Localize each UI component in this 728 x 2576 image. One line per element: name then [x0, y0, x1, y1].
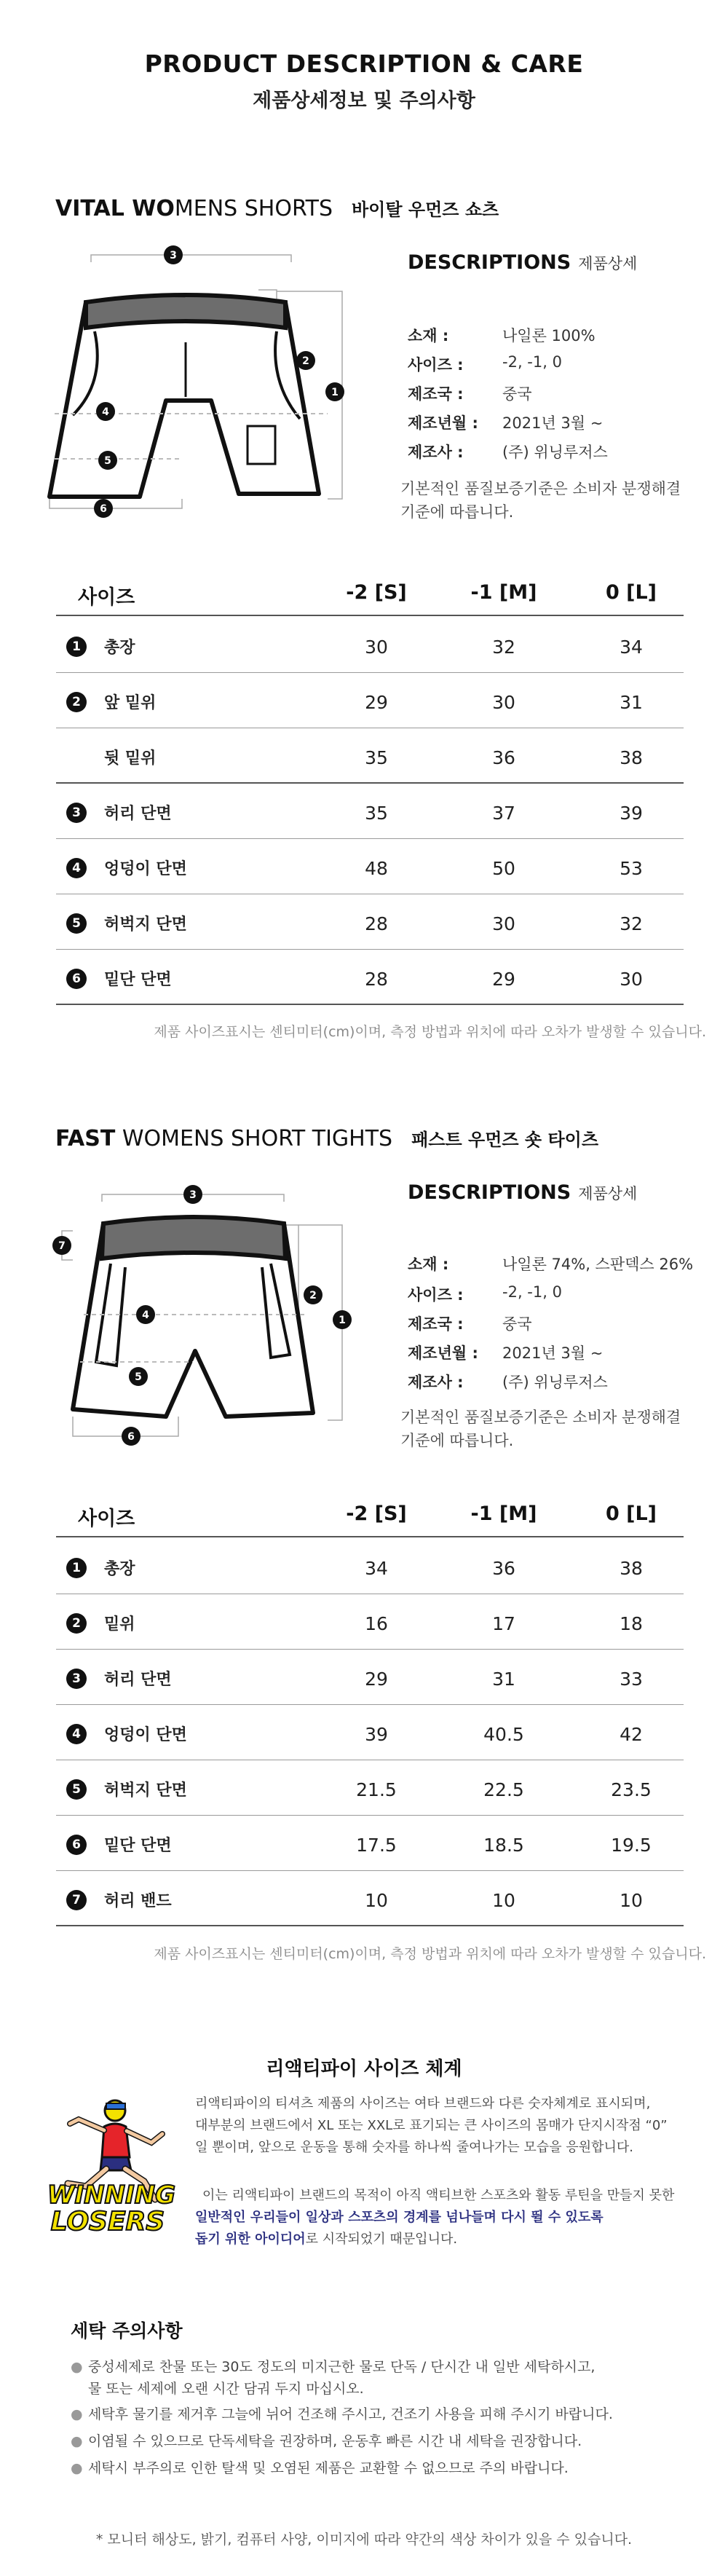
diagram-marker-6-label: 6 — [127, 1431, 135, 1443]
row-label: 엉덩이 단면 — [104, 1726, 187, 1744]
spec-key: 제조사 : — [408, 1374, 464, 1391]
table-row — [56, 1871, 684, 1926]
table-row — [56, 1594, 684, 1650]
quality-note — [400, 1406, 721, 1452]
spec-value: 나일론 100% — [502, 327, 596, 344]
product-1-size-table — [56, 575, 684, 1027]
cell-value: 16 — [365, 1613, 388, 1634]
row-label: 허벅지 단면 — [104, 1781, 187, 1800]
brand-line: 이는 리액티파이 브랜드의 목적이 아직 액티브한 스포츠와 활동 루틴을 만들지 못한 — [202, 2188, 675, 2203]
cell-value: 38 — [620, 747, 643, 768]
quality-note-line: 기준에 따릅니다. — [400, 1432, 514, 1449]
product-1-title — [55, 195, 499, 221]
wash-item-text: 물 또는 세제에 오랜 시간 담궈 두지 마십시오. — [88, 2381, 364, 2397]
size-header-label: 사이즈 — [78, 586, 135, 609]
wash-item-text: 세탁시 부주의로 인한 탈색 및 오염된 제품은 교환할 수 없으므로 주의 바랍니다. — [88, 2460, 569, 2476]
spec-key: 제조국 : — [408, 385, 464, 403]
cell-value: 34 — [365, 1558, 388, 1579]
product-1-diagram — [36, 233, 364, 524]
spec-value: 나일론 74%, 스판덱스 26% — [502, 1256, 694, 1273]
cell-value: 34 — [620, 637, 643, 658]
bullet-icon: ● — [71, 2359, 83, 2375]
cell-value: 37 — [492, 803, 515, 824]
row-number-badge: 6 — [66, 1835, 87, 1855]
row-label: 엉덩이 단면 — [104, 860, 187, 878]
descriptions-title: DESCRIPTIONS — [408, 251, 571, 274]
size-header-m: -1 [M] — [470, 581, 537, 604]
spec-key: 사이즈 : — [408, 1286, 464, 1304]
diagram-marker-1-label: 1 — [339, 1315, 346, 1326]
table-row — [56, 784, 684, 839]
table-row — [56, 1650, 684, 1705]
spec-key: 사이즈 : — [408, 356, 464, 374]
cell-value: 39 — [620, 803, 643, 824]
cell-value: 18.5 — [483, 1835, 524, 1856]
cell-value: 31 — [492, 1669, 515, 1690]
row-label: 허벅지 단면 — [104, 915, 187, 934]
spec-value: 2021년 3월 ~ — [502, 414, 604, 432]
product-2-name-rest: WOMENS SHORT TIGHTS — [115, 1126, 393, 1151]
row-number-badge: 1 — [66, 1558, 87, 1578]
size-table-header — [56, 575, 684, 616]
diagram-marker-5-label: 5 — [104, 455, 111, 467]
cell-value: 32 — [620, 913, 643, 934]
size-header-label: 사이즈 — [78, 1508, 135, 1530]
row-label: 총장 — [104, 639, 135, 657]
winning-losers-logo — [35, 2090, 188, 2243]
size-header-m: -1 [M] — [470, 1502, 537, 1525]
size-note: 제품 사이즈표시는 센티미터(cm)이며, 측정 방법과 위치에 따라 오차가 발생할 수 있습니다. — [154, 1024, 706, 1040]
cell-value: 23.5 — [611, 1779, 652, 1800]
diagram-marker-2-label: 2 — [302, 355, 309, 367]
cell-value: 40.5 — [483, 1724, 524, 1745]
product-1-name-rest: MENS SHORTS — [174, 196, 333, 221]
table-row — [56, 1760, 684, 1816]
product-2-name-bold: FAST — [55, 1126, 116, 1151]
spec-value: -2, -1, 0 — [502, 353, 562, 371]
row-label: 허리 단면 — [104, 1671, 172, 1689]
row-number-badge: 4 — [66, 1724, 87, 1744]
table-row — [56, 1705, 684, 1760]
runner-logo-icon — [35, 2090, 188, 2243]
row-label: 뒷 밑위 — [104, 749, 157, 768]
diagram-marker-2-label: 2 — [309, 1290, 317, 1301]
page-title-kr: 제품상세정보 및 주의사항 — [253, 90, 475, 112]
size-table-header — [56, 1497, 684, 1537]
color-disclaimer: * 모니터 해상도, 밝기, 컴퓨터 사양, 이미지에 따라 약간의 색상 차이가 있을 수 있습니다. — [95, 2532, 633, 2548]
bullet-icon: ● — [71, 2460, 83, 2476]
logo-text-line1: WINNING — [47, 2181, 176, 2210]
row-label: 허리 단면 — [104, 805, 172, 823]
row-label: 밑위 — [104, 1615, 135, 1634]
diagram-marker-4-label: 4 — [142, 1309, 149, 1321]
table-row — [56, 839, 684, 894]
product-1-name-bold: VITAL WO — [55, 196, 175, 221]
row-number-badge: 2 — [66, 692, 87, 712]
row-number-badge: 3 — [66, 803, 87, 823]
cell-value: 17 — [492, 1613, 515, 1634]
size-header-s: -2 [S] — [346, 1502, 407, 1525]
spec-key: 제조년월 : — [408, 1344, 478, 1362]
cell-value: 28 — [365, 969, 388, 990]
bullet-icon: ● — [71, 2433, 83, 2449]
quality-note-line: 기본적인 품질보증기준은 소비자 분쟁해결 — [400, 480, 681, 497]
spec-value: 중국 — [502, 1315, 532, 1333]
size-header-l: 0 [L] — [605, 581, 657, 604]
row-number-badge: 1 — [66, 637, 87, 657]
cell-value: 22.5 — [483, 1779, 524, 1800]
page-title-en: PRODUCT DESCRIPTION & CARE — [144, 50, 584, 78]
cell-value: 21.5 — [356, 1779, 397, 1800]
cell-value: 35 — [365, 803, 388, 824]
spec-key: 소재 : — [408, 1256, 449, 1273]
descriptions-heading — [408, 1181, 713, 1204]
table-row — [56, 894, 684, 950]
cell-value: 10 — [620, 1890, 643, 1911]
cell-value: 33 — [620, 1669, 643, 1690]
cell-value: 17.5 — [356, 1835, 397, 1856]
row-label: 앞 밑위 — [104, 694, 157, 712]
brand-line: 로 시작되었기 때문입니다. — [305, 2232, 458, 2247]
cell-value: 36 — [492, 1558, 515, 1579]
cell-value: 39 — [365, 1724, 388, 1745]
cell-value: 30 — [492, 692, 515, 713]
spec-value: 2021년 3월 ~ — [502, 1344, 604, 1362]
product-1-descriptions — [400, 251, 713, 535]
row-number-badge: 7 — [66, 1890, 87, 1910]
size-note: 제품 사이즈표시는 센티미터(cm)이며, 측정 방법과 위치에 따라 오차가 발생할 수 있습니다. — [154, 1946, 706, 1962]
diagram-marker-3-label: 3 — [170, 250, 177, 261]
wash-item — [71, 2457, 711, 2479]
product-2-name-kr: 패스트 우먼즈 숏 타이츠 — [411, 1130, 599, 1150]
wash-item-text: 중성세제로 찬물 또는 30도 정도의 미지근한 물로 단독 / 단시간 내 일반 세탁하시고, — [88, 2359, 596, 2375]
product-2-diagram — [44, 1165, 364, 1449]
descriptions-subtitle: 제품상세 — [578, 1185, 638, 1202]
cell-value: 29 — [365, 1669, 388, 1690]
cell-value: 35 — [365, 747, 388, 768]
spec-value: (주) 위닝루저스 — [502, 444, 608, 461]
wash-item — [71, 2430, 711, 2452]
quality-note-line: 기본적인 품질보증기준은 소비자 분쟁해결 — [400, 1409, 681, 1426]
quality-note — [400, 477, 721, 524]
cell-value: 30 — [365, 637, 388, 658]
cell-value: 53 — [620, 858, 643, 879]
spec-key: 제조국 : — [408, 1315, 464, 1333]
diagram-marker-5-label: 5 — [135, 1371, 142, 1383]
wash-item-text: 세탁후 물기를 제거후 그늘에 뉘어 건조해 주시고, 건조기 사용을 피해 주시기 바랍니다. — [88, 2406, 613, 2422]
product-2-size-table — [56, 1497, 684, 1948]
diagram-marker-6-label: 6 — [100, 503, 107, 515]
spec-value: 중국 — [502, 385, 532, 403]
cell-value: 50 — [492, 858, 515, 879]
product-1-name-kr: 바이탈 우먼즈 쇼츠 — [352, 200, 499, 220]
cell-value: 28 — [365, 913, 388, 934]
product-2-descriptions — [400, 1181, 713, 1465]
descriptions-subtitle: 제품상세 — [578, 255, 638, 272]
diagram-marker-4-label: 4 — [102, 406, 109, 418]
row-number-badge: 2 — [66, 1613, 87, 1634]
row-number-badge: 5 — [66, 1779, 87, 1800]
wash-item — [71, 2356, 711, 2400]
brand-line: 리액티파이의 티셔츠 제품의 사이즈는 여타 브랜드와 다른 숫자체계로 표시되며, — [195, 2096, 651, 2111]
cell-value: 42 — [620, 1724, 643, 1745]
descriptions-title: DESCRIPTIONS — [408, 1181, 571, 1204]
brand-line: 대부분의 브랜드에서 XL 또는 XXL로 표기되는 큰 사이즈의 몸매가 단지시작점 “0” — [195, 2118, 668, 2133]
cell-value: 19.5 — [611, 1835, 652, 1856]
short-tights-illustration — [44, 1165, 364, 1449]
brand-size-system-title: 리액티파이 사이즈 체계 — [266, 2058, 462, 2080]
row-label: 총장 — [104, 1560, 135, 1578]
table-row — [56, 1816, 684, 1871]
row-number-badge: 6 — [66, 969, 87, 989]
spec-key: 소재 : — [408, 327, 449, 344]
cell-value: 30 — [620, 969, 643, 990]
brand-highlight: 일반적인 우리들이 일상과 스포츠의 경계를 넘나들며 다시 뛸 수 있도록 — [195, 2210, 604, 2225]
row-label: 밑단 단면 — [104, 971, 172, 989]
cell-value: 32 — [492, 637, 515, 658]
size-header-l: 0 [L] — [605, 1502, 657, 1525]
spec-value: -2, -1, 0 — [502, 1283, 562, 1301]
diagram-marker-1-label: 1 — [331, 387, 339, 398]
wash-care-title: 세탁 주의사항 — [71, 2320, 183, 2341]
row-label: 밑단 단면 — [104, 1837, 172, 1855]
cell-value: 30 — [492, 913, 515, 934]
table-row — [56, 728, 684, 784]
wash-item — [71, 2403, 711, 2425]
cell-value: 29 — [365, 692, 388, 713]
brand-line: 일 뿐이며, 앞으로 운동을 통해 숫자를 하나씩 줄여나가는 모습을 응원합니다. — [195, 2140, 633, 2155]
wash-item-text: 이염될 수 있으므로 단독세탁을 권장하며, 운동후 빠른 시간 내 세탁을 권장합니다. — [88, 2433, 582, 2449]
cell-value: 48 — [365, 858, 388, 879]
cell-value: 10 — [365, 1890, 388, 1911]
row-number-badge: 5 — [66, 913, 87, 934]
shorts-illustration — [36, 233, 364, 524]
quality-note-line: 기준에 따릅니다. — [400, 503, 514, 521]
brand-highlight: 돕기 위한 아이디어 — [195, 2232, 306, 2247]
table-row — [56, 618, 684, 673]
cell-value: 29 — [492, 969, 515, 990]
brand-paragraph-1 — [195, 2093, 705, 2159]
logo-text-line2: LOSERS — [50, 2207, 165, 2237]
table-row — [56, 950, 684, 1005]
size-header-s: -2 [S] — [346, 581, 407, 604]
cell-value: 38 — [620, 1558, 643, 1579]
spec-key: 제조년월 : — [408, 414, 478, 432]
brand-paragraph-2 — [195, 2185, 705, 2250]
cell-value: 31 — [620, 692, 643, 713]
table-row — [56, 673, 684, 728]
descriptions-heading — [408, 251, 713, 274]
diagram-marker-3-label: 3 — [189, 1189, 197, 1201]
cell-value: 36 — [492, 747, 515, 768]
cell-value: 18 — [620, 1613, 643, 1634]
row-label: 허리 밴드 — [104, 1892, 172, 1910]
row-number-badge: 4 — [66, 858, 87, 878]
table-row — [56, 1539, 684, 1594]
cell-value: 10 — [492, 1890, 515, 1911]
spec-value: (주) 위닝루저스 — [502, 1374, 608, 1391]
diagram-marker-7-label: 7 — [58, 1240, 66, 1252]
bullet-icon: ● — [71, 2406, 83, 2422]
spec-key: 제조사 : — [408, 444, 464, 461]
product-2-title — [55, 1125, 598, 1151]
row-number-badge: 3 — [66, 1669, 87, 1689]
